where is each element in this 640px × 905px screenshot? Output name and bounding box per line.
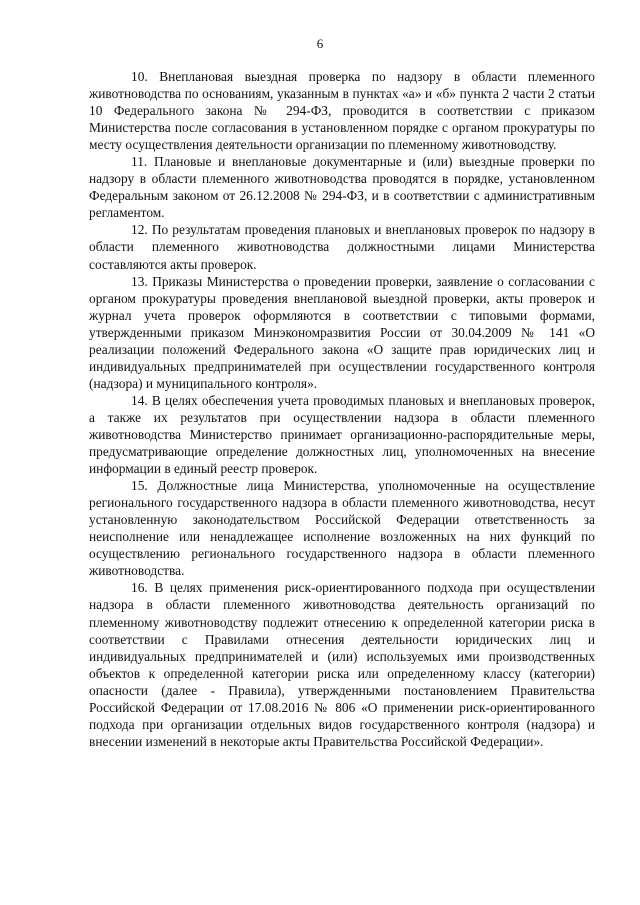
paragraph-11: 11. Плановые и внеплановые документарные и (или) выездные проверки по надзору в области племенного животноводства проводятся в порядке, установленном Федеральным законом от 26.12.2008 № 294-ФЗ, и в соответствии с административным регламентом. (89, 154, 595, 221)
page-number: 6 (316, 36, 324, 51)
paragraph-13: 13. Приказы Министерства о проведении проверки, заявление о согласовании с органом прокуратуры проведения внеплановой выездной проверки, акты проверок и журнал учета проверок оформляются в соответствии с типовыми формами, утвержденными приказом Минэкономразвития России от 30.04.2009 № 141 «О реализации положений Федерального закона «О защите прав юридических лиц и индивидуальных предпринимателей при осуществлении государственного контроля (надзора) и муниципального контроля». (89, 273, 595, 391)
paragraph-15: 15. Должностные лица Министерства, уполномоченные на осуществление регионального государственного надзора в области племенного животноводства, несут установленную законодательством Российской Федерации ответственность за неисполнение или ненадлежащее исполнение возложенных на них функций по осуществлению регионального государственного надзора в области племенного животноводства. (89, 478, 595, 579)
paragraph-10: 10. Внеплановая выездная проверка по надзору в области племенного животноводства по основаниям, указанным в пунктах «а» и «б» пункта 2 части 2 статьи 10 Федерального закона № 294-ФЗ, проводится в соответствии с приказом Министерства после согласования в установленном порядке с органом прокуратуры по месту осуществления деятельности организации по племенному животноводству. (89, 69, 595, 153)
paragraph-14: 14. В целях обеспечения учета проводимых плановых и внеплановых проверок, а также их результатов при осуществлении надзора в области племенного животноводства Министерство принимает организационно-распорядительные меры, предусматривающие определение должностных лиц, уполномоченных на внесение информации в единый реестр проверок. (89, 392, 595, 477)
document-body (89, 68, 595, 750)
paragraph-16: 16. В целях применения риск-ориентированного подхода при осуществлении надзора в области племенного животноводства деятельность организаций по племенному животноводству подлежит отнесению к определенной категории риска в соответствии с Правилами отнесения деятельности юридических лиц и индивидуальных предпринимателей и (или) используемых ими производственных объектов к определенной категории риска или определенному классу (категории) опасности (далее - Правила), утвержденными постановлением Правительства Российской Федерации от 17.08.2016 № 806 «О применении риск-ориентированного подхода при организации отдельных видов государственного контроля (надзора) и внесении изменений в некоторые акты Правительства Российской Федерации». (89, 580, 595, 749)
paragraph-12: 12. По результатам проведения плановых и внеплановых проверок по надзору в области племенного животноводства должностными лицами Министерства составляются акты проверок. (89, 222, 595, 272)
